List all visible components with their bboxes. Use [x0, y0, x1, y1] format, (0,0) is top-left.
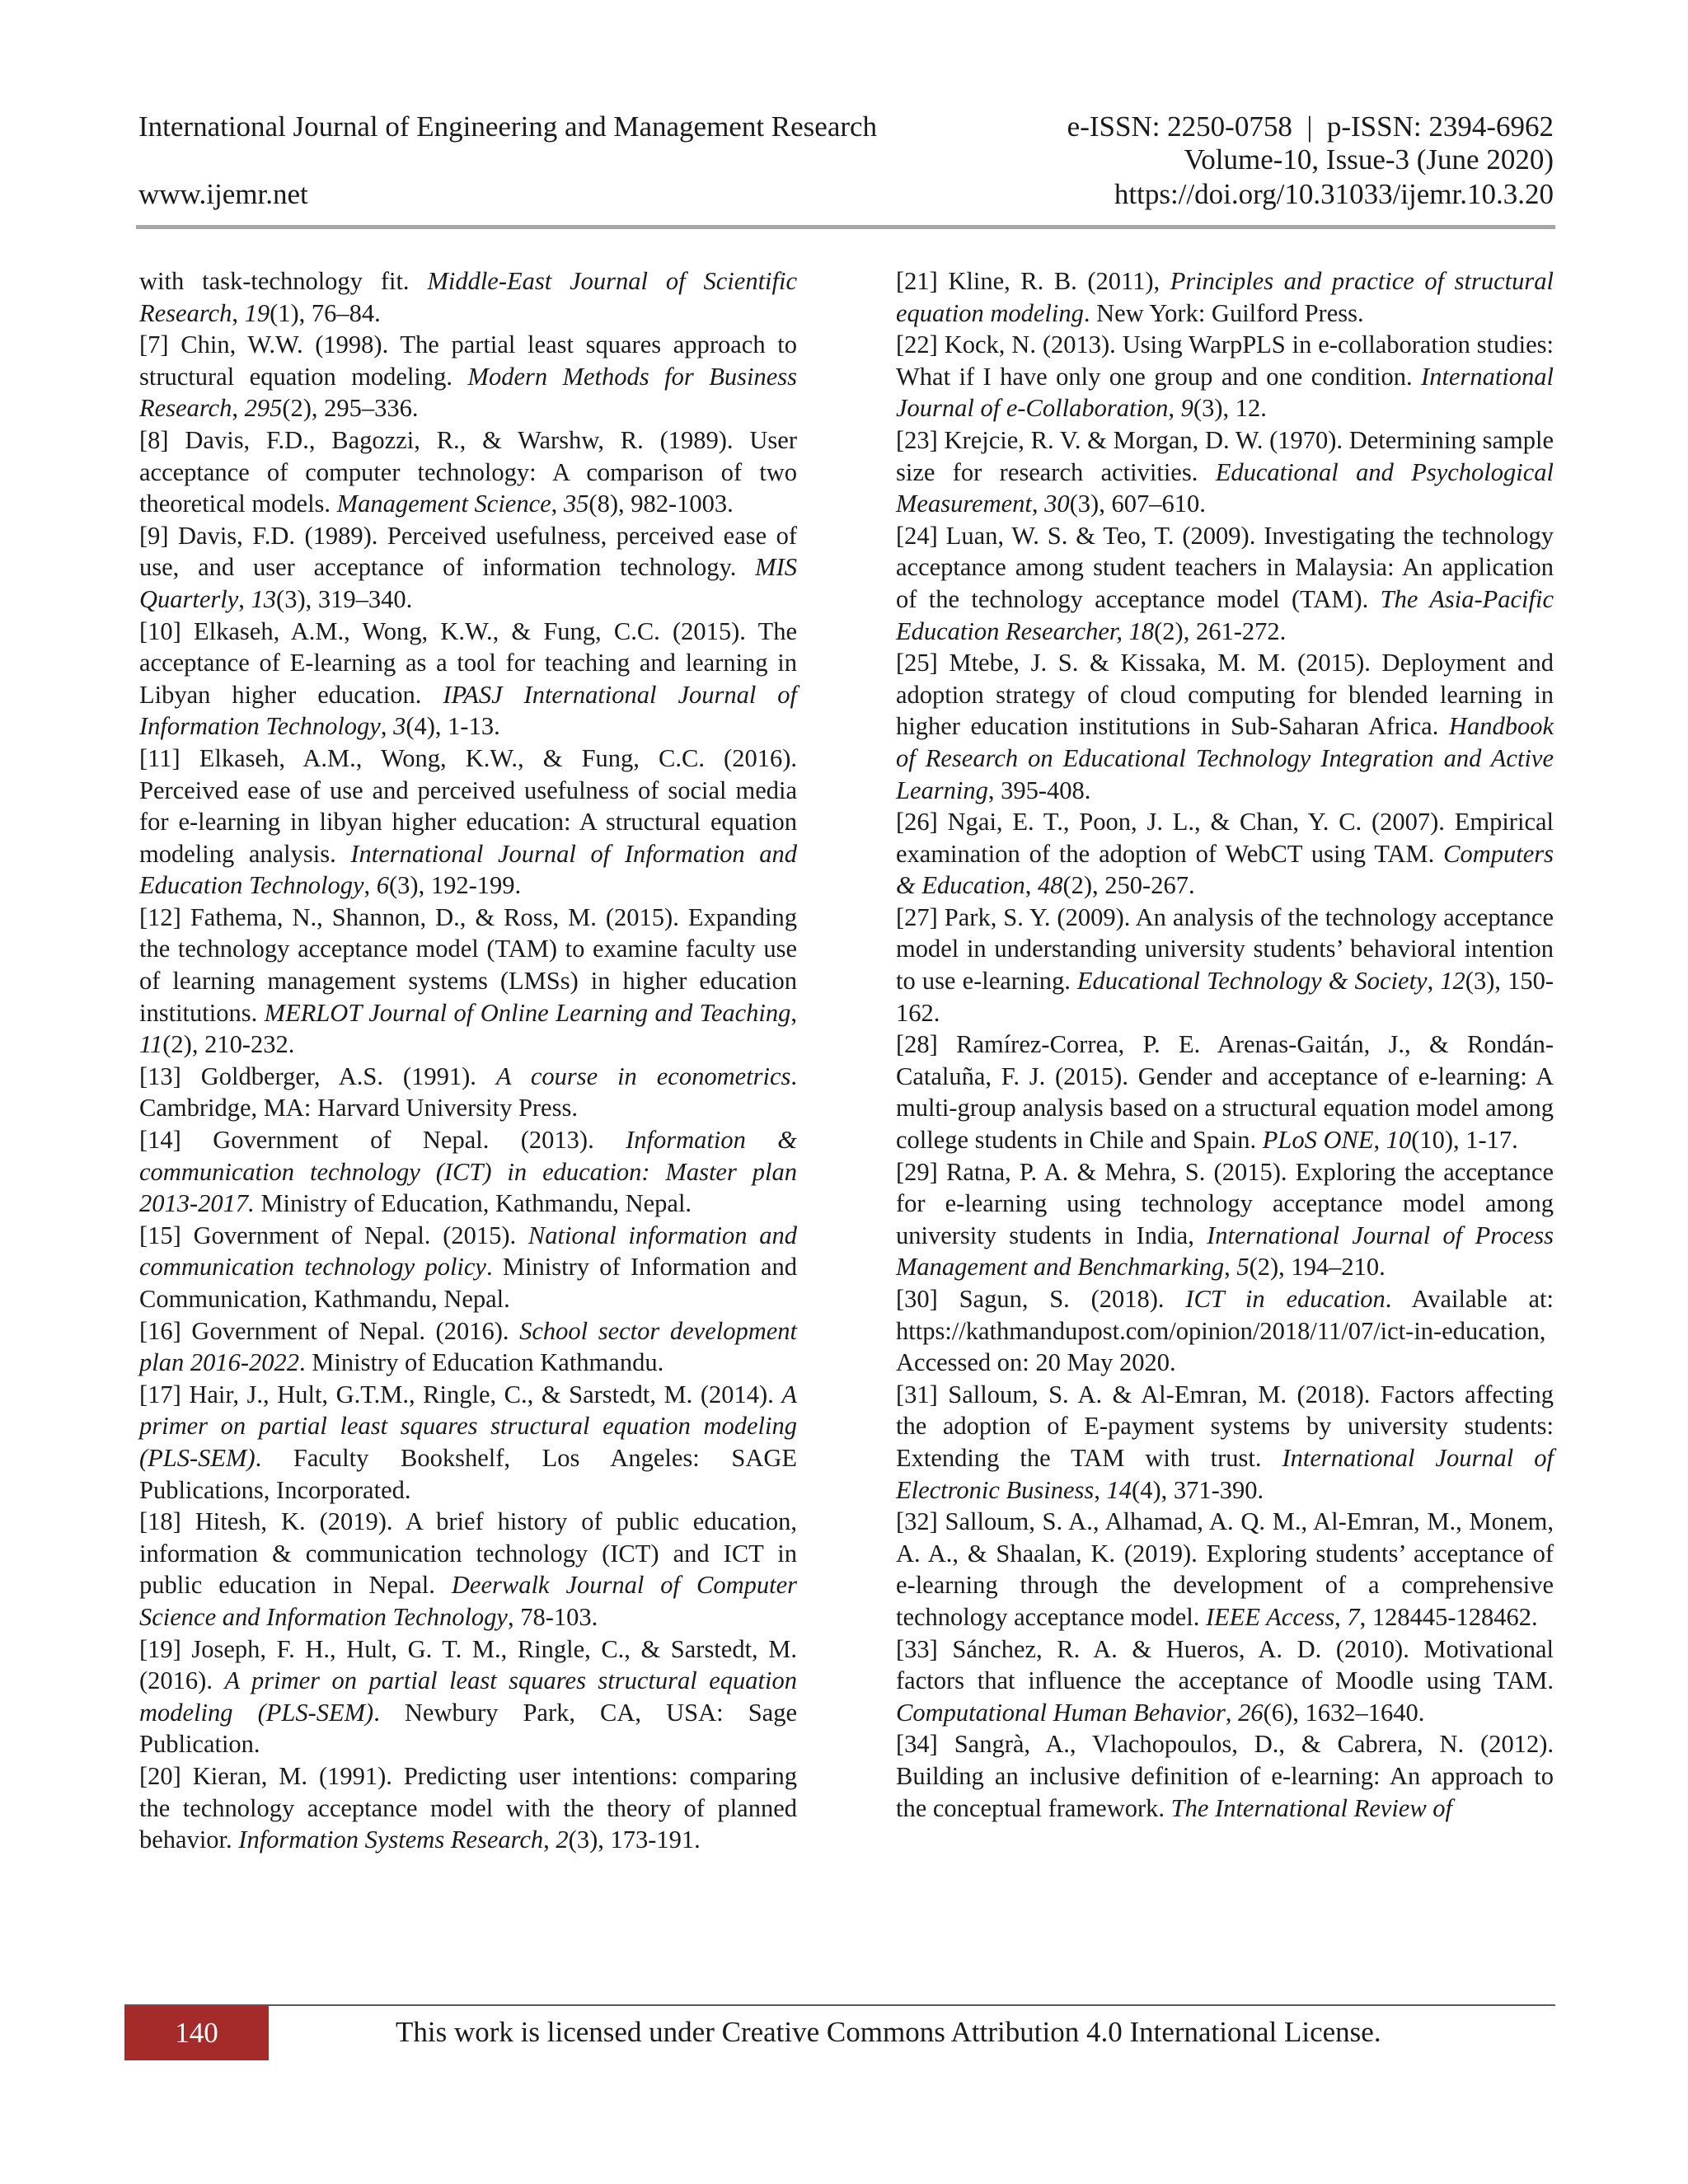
reference-item [139, 1061, 797, 1124]
reference-details: (2), 210-232. [162, 1030, 295, 1059]
reference-source: Information Systems Research [238, 1825, 544, 1854]
reference-volume: 35 [563, 490, 589, 518]
reference-source: Deerwalk Journal of Computer Science and Information Technology [139, 1571, 798, 1631]
reference-item [139, 424, 797, 520]
reference-item [896, 424, 1554, 520]
reference-source: The Asia-Pacific Education Researcher, 18 [896, 584, 1554, 645]
reference-source: Computers & Education [896, 839, 1554, 900]
reference-details: (6), 1632–1640. [1263, 1698, 1425, 1727]
reference-item [896, 1506, 1554, 1633]
reference-source: IPASJ International Journal of Information Technology [139, 680, 797, 741]
reference-source: The International Review of [1170, 1793, 1453, 1822]
reference-text: [25] Mtebe, J. S. & Kissaka, M. M. (2015). Deployment and adoption strategy of cloud computing for blended learning in higher education institutions in Sub-Saharan Africa. [896, 649, 1554, 741]
reference-text: [13] Goldberger, A.S. (1991). [139, 1062, 496, 1090]
page-header [138, 105, 1554, 217]
reference-details: (3), 192-199. [389, 871, 522, 900]
reference-item [896, 806, 1554, 902]
reference-volume: 5 [1236, 1253, 1250, 1282]
reference-separator: , [232, 394, 245, 423]
reference-text: [20] Kieran, M. (1991). Predicting user intentions: comparing the technology acceptance model with the theory of planned behavior. [139, 1761, 797, 1854]
reference-details: (1), 76–84. [270, 298, 381, 327]
reference-source: A primer on partial least squares structural equation modeling (PLS-SEM) [139, 1666, 797, 1727]
reference-separator: , [543, 1825, 556, 1854]
reference-source: School sector development plan 2016-2022 [139, 1316, 797, 1377]
reference-text: [34] Sangrà, A., Vlachopoulos, D., & Cabrera, N. (2012). Building an inclusive definition of e-learning: An approach to the conceptual framework. [896, 1730, 1554, 1822]
reference-separator: , [1094, 1475, 1107, 1504]
reference-item [896, 1633, 1554, 1729]
reference-details: , 128445-128462. [1359, 1602, 1538, 1631]
reference-text: with task-technology fit. [139, 267, 428, 295]
reference-item [139, 520, 797, 616]
reference-details: (3), 607–610. [1069, 490, 1206, 518]
reference-item [139, 1124, 797, 1220]
reference-separator: , [238, 584, 251, 613]
reference-text: [8] Davis, F.D., Bagozzi, R., & Warshw, R. (1989). User acceptance of computer technology: A comparison of two theoretical models. [139, 425, 797, 518]
reference-details: . Newbury Park, CA, USA: Sage Publication. [139, 1698, 797, 1759]
reference-item [896, 1283, 1554, 1379]
reference-details: (8), 982-1003. [588, 490, 734, 518]
reference-item [896, 329, 1554, 424]
reference-separator: , [1225, 1698, 1239, 1727]
reference-text: [16] Government of Nepal. (2016). [139, 1316, 520, 1345]
license-notice[interactable]: This work is licensed under Creative Commons Attribution 4.0 International License. [396, 2016, 1381, 2048]
reference-item [896, 1156, 1554, 1283]
reference-details: (3), 173-191. [568, 1825, 701, 1854]
reference-text: [22] Kock, N. (2013). Using WarpPLS in e-collaboration studies: What if I have only one group and one condition. [896, 330, 1554, 391]
reference-source: IEEE Access [1206, 1602, 1335, 1631]
reference-volume: 48 [1037, 871, 1063, 900]
reference-text: [29] Ratna, P. A. & Mehra, S. (2015). Exploring the acceptance for e-learning using technology acceptance model among university students in India, [896, 1157, 1554, 1249]
reference-details: . Ministry of Information and Communication, Kathmandu, Nepal. [139, 1253, 797, 1313]
reference-source: Computational Human Behavior [896, 1698, 1226, 1727]
reference-details: . New York: Guilford Press. [1083, 298, 1364, 327]
reference-source: Educational and Psychological Measurement, 30 [896, 457, 1554, 518]
reference-text: [17] Hair, J., Hult, G.T.M., Ringle, C., & Sarstedt, M. (2014). [139, 1380, 782, 1408]
reference-details: . Ministry of Education Kathmandu. [299, 1348, 664, 1377]
reference-source: Management Science [336, 490, 551, 518]
reference-source: MERLOT Journal of Online Learning and Teaching [264, 998, 791, 1027]
reference-text: [33] Sánchez, R. A. & Hueros, A. D. (2010). Motivational factors that influence the acceptance of Moodle using TAM. [896, 1634, 1554, 1695]
reference-source: International Journal of Electronic Business [896, 1443, 1554, 1504]
reference-text: [23] Krejcie, R. V. & Morgan, D. W. (1970). Determining sample size for research activities. [896, 425, 1554, 486]
reference-text: [26] Ngai, E. T., Poon, J. L., & Chan, Y. C. (2007). Empirical examination of the adoption of WebCT using TAM. [896, 808, 1554, 868]
reference-item [139, 1633, 797, 1760]
reference-details: (10), 1-17. [1411, 1126, 1518, 1155]
reference-text: [32] Salloum, S. A., Alhamad, A. Q. M., Al-Emran, M., Monem, A. A., & Shaalan, K. (2019). Exploring students’ acceptance of e-learning through the development of a comprehensive technology acceptance model. [896, 1507, 1554, 1631]
reference-details: (2), 261-272. [1154, 616, 1287, 645]
reference-item [139, 1220, 797, 1315]
reference-details: (3), 12. [1193, 394, 1267, 423]
reference-separator: , [232, 298, 245, 327]
reference-volume: 14 [1106, 1475, 1132, 1504]
reference-volume: 3 [393, 712, 406, 741]
reference-details: (2), 250-267. [1062, 871, 1195, 900]
reference-text: [19] Joseph, F. H., Hult, G. T. M., Ringle, C., & Sarstedt, M. (2016). [139, 1634, 797, 1695]
reference-source: Modern Methods for Business Research [139, 362, 797, 423]
reference-details: (3), 319–340. [276, 584, 413, 613]
reference-volume: 295 [244, 394, 283, 423]
reference-volume: 6 [376, 871, 389, 900]
reference-details: . Available at: https://kathmandupost.com/opinion/2018/11/07/ict-in-education, Accessed on: 20 May 2020. [896, 1285, 1554, 1377]
reference-separator: , [1373, 1126, 1386, 1155]
reference-text: [24] Luan, W. S. & Teo, T. (2009). Investigating the technology acceptance among student teachers in Malaysia: An application of the technology acceptance model (TAM). [896, 521, 1554, 613]
reference-source: ICT in education [1185, 1285, 1386, 1313]
reference-item [139, 1506, 797, 1633]
reference-volume: 12 [1440, 967, 1465, 996]
reference-text: [10] Elkaseh, A.M., Wong, K.W., & Fung, C.C. (2015). The acceptance of E-learning as a tool for teaching and learning in Libyan higher education. [139, 616, 797, 709]
reference-item [139, 902, 797, 1061]
reference-details: (4), 371-390. [1132, 1475, 1264, 1504]
reference-item [896, 647, 1554, 806]
reference-text: [11] Elkaseh, A.M., Wong, K.W., & Fung, C.C. (2016). Perceived ease of use and perceived usefulness of social media for e-learning in libyan higher education: A structural equation modeling analysis. [139, 743, 797, 868]
footer-divider [124, 2004, 1555, 2006]
reference-volume: 26 [1238, 1698, 1264, 1727]
reference-source: Educational Technology & Society [1076, 967, 1428, 996]
reference-details: (4), 1-13. [406, 712, 500, 741]
reference-item [896, 902, 1554, 1029]
reference-volume: 19 [244, 298, 270, 327]
reference-text: [14] Government of Nepal. (2013). [139, 1126, 626, 1155]
reference-text: [9] Davis, F.D. (1989). Perceived usefulness, perceived ease of use, and user acceptance of information technology. [139, 521, 797, 582]
page-number: 140 [124, 2006, 269, 2060]
reference-source: Information & communication technology (ICT) in education: Master plan 2013-2017. [139, 1126, 797, 1218]
issn-volume-doi [1067, 110, 1554, 176]
reference-text: [7] Chin, W.W. (1998). The partial least squares approach to structural equation modeling. [139, 330, 797, 391]
reference-separator: , [1334, 1602, 1348, 1631]
reference-details: . Faculty Bookshelf, Los Angeles: SAGE Publications, Incorporated. [139, 1443, 797, 1504]
reference-text: [12] Fathema, N., Shannon, D., & Ross, M. (2015). Expanding the technology acceptance model (TAM) to examine faculty use of learning management systems (LMSs) in higher education institutions. [139, 902, 797, 1027]
reference-item [139, 329, 797, 424]
header-divider [136, 225, 1555, 229]
reference-item [139, 1760, 797, 1856]
reference-separator: , [1224, 1253, 1237, 1282]
reference-details: , 395-408. [987, 776, 1091, 804]
references-right-column [896, 265, 1554, 1824]
journal-title: International Journal of Engineering and Management Research [138, 110, 878, 143]
reference-item [896, 265, 1554, 329]
reference-item [139, 616, 797, 743]
reference-text: [27] Park, S. Y. (2009). An analysis of the technology acceptance model in understanding university students’ behavioral intention to use e-learning. [896, 902, 1554, 996]
reference-item [139, 265, 797, 329]
reference-source: International Journal of e-Collaboration, 9 [896, 362, 1554, 423]
reference-text: [31] Salloum, S. A. & Al-Emran, M. (2018). Factors affecting the adoption of E-payment systems by university students: Extending the TAM with trust. [896, 1380, 1554, 1472]
reference-item [139, 743, 797, 902]
reference-text: [30] Sagun, S. (2018). [896, 1285, 1186, 1313]
reference-text: [18] Hitesh, K. (2019). A brief history of public education, information & communication technology (ICT) and ICT in public education in Nepal. [139, 1507, 797, 1600]
reference-details: Ministry of Education, Kathmandu, Nepal. [254, 1189, 692, 1218]
reference-volume: 2 [556, 1825, 569, 1854]
reference-volume: 11 [139, 1030, 163, 1059]
reference-item [139, 1315, 797, 1379]
reference-separator: , [790, 998, 797, 1027]
reference-source: Middle-East Journal of Scientific Research [139, 267, 797, 327]
reference-details: , 78-103. [507, 1602, 598, 1631]
reference-source: MIS Quarterly [139, 553, 797, 613]
reference-item [896, 1029, 1554, 1155]
reference-separator: , [1025, 871, 1038, 900]
reference-source: Principles and practice of structural equation modeling [896, 267, 1554, 327]
reference-volume: 7 [1347, 1602, 1360, 1631]
reference-source: A primer on partial least squares structural equation modeling (PLS-SEM) [139, 1380, 797, 1472]
reference-item [139, 1379, 797, 1506]
reference-source: Handbook of Research on Educational Technology Integration and Active Learning [896, 712, 1554, 804]
reference-source: International Journal of Information and Education Technology [139, 839, 797, 900]
reference-item [896, 1379, 1554, 1506]
reference-source: International Journal of Process Management and Benchmarking [896, 1221, 1554, 1282]
reference-text: [21] Kline, R. B. (2011), [896, 267, 1170, 295]
doi-link[interactable]: https://doi.org/10.31033/ijemr.10.3.20 [1114, 178, 1554, 210]
reference-text: [28] Ramírez-Correa, P. E. Arenas-Gaitán, J., & Rondán-Cataluña, F. J. (2015). Gender and acceptance of e-learning: A multi-group analysis based on a structural equation model among college students in Chile and Spain. [896, 1030, 1554, 1155]
reference-item [896, 1728, 1554, 1824]
reference-separator: , [551, 490, 564, 518]
volume-issue: Volume-10, Issue-3 (June 2020) [1184, 143, 1554, 176]
reference-volume: 13 [251, 584, 277, 613]
reference-details: (3), 150-162. [896, 967, 1554, 1027]
reference-item [896, 520, 1554, 647]
reference-details: (2), 295–336. [282, 394, 419, 423]
reference-separator: , [363, 871, 377, 900]
reference-separator: , [380, 712, 394, 741]
reference-source: National information and communication technology policy [139, 1221, 797, 1282]
references-left-column [139, 265, 797, 1856]
reference-source: A course in econometrics [495, 1062, 791, 1090]
issn: e-ISSN: 2250-0758 | p-ISSN: 2394-6962 [1067, 110, 1554, 143]
reference-text: [15] Government of Nepal. (2015). [139, 1221, 528, 1249]
reference-details: . Cambridge, MA: Harvard University Press. [139, 1062, 797, 1122]
website[interactable]: www.ijemr.net [138, 178, 308, 210]
reference-separator: , [1427, 967, 1441, 996]
reference-details: (2), 194–210. [1249, 1253, 1386, 1282]
reference-source: PLoS ONE [1262, 1126, 1374, 1155]
reference-volume: 10 [1386, 1126, 1412, 1155]
